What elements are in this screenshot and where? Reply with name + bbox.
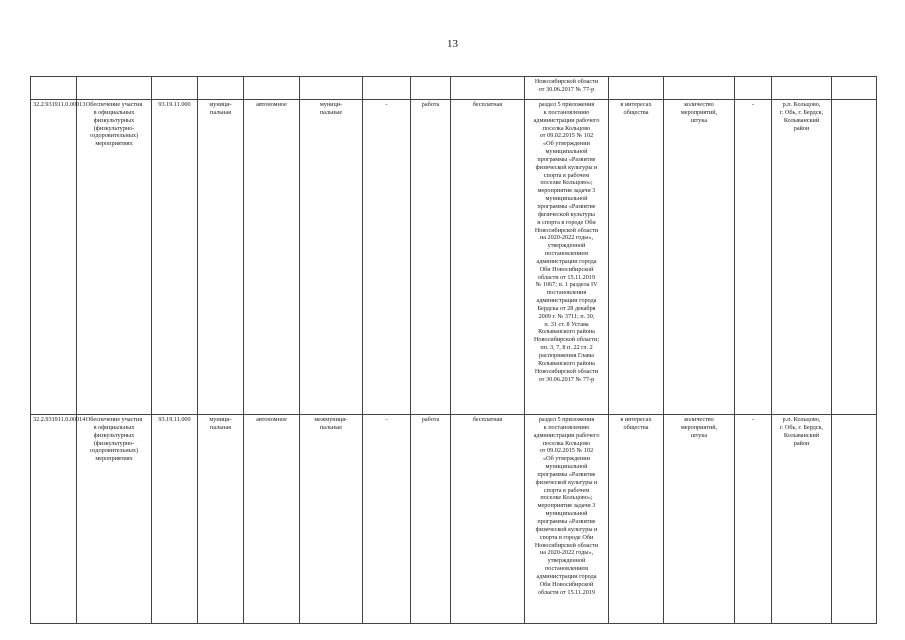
cell-basis: раздел 5 приложения к постановлению администрации рабочего поселка Кольцово от 09.02.2015 № 102 «Об утверждении муниципальной программы «Развитие физической культуры и спорта в рабочем поселке Кольцово»; мероприятия задачи 3 муниципальной программы «Развитие физической культуры и спорта в городе Оби Новосибирской области на 2020-2022 годы», утвержденной постановлением администрации города Оби Новосибирской области от 15.11.2019 [525,415,609,624]
cell-service-name: Обеспечение участия в официальных физкультурных (физкультурно- оздоровительных) мероприятиях [77,415,152,624]
cell-registry-code: 32.2.931911.0.00013 [31,100,77,415]
cell-empty [77,77,152,100]
cell-interests: в интересах общества [609,415,664,624]
cell-dash: - [363,100,411,415]
cell-kind: работа [411,415,451,624]
cell-empty [832,100,877,415]
cell-empty [244,77,300,100]
cell-empty [609,77,664,100]
cell-empty [832,77,877,100]
cell-dash: - [735,100,772,415]
table-row-fragment [31,77,877,100]
cell-basis: раздел 5 приложения к постановлению администрации рабочего поселка Кольцово от 09.02.2015 № 102 «Об утверждении муниципальной программы «Развитие физической культуры и спорта в рабочем поселке Кольцово»; мероприятия задачи 3 муниципальной программы «Развитие физической культуры и спорта в городе Оби Новосибирской области на 2020-2022 годы», утвержденной постановлением администрации города Оби Новосибирской области от 15.11.2019 № 1067; п. 1 раздела IV постановления администрации города Бердска от 28 декабря 2009 г. № 3711; п. 30, п. 31 ст. 8 Устава Колыванского района Новосибирской области; пп. 3, 7, 8 п. 22 гл. 2 распоряжения Главы Колыванского района Новосибирской области от 30.06.2017 № 77-р [525,100,609,415]
cell-okved-code: 93.19.11.000 [152,415,198,624]
cell-territory: р.п. Кольцово, г. Обь, г. Бердск, Колыванский район [772,100,832,415]
cell-basis: Новосибирской области от 30.06.2017 № 77-р [525,77,609,100]
cell-level: муници- пальные [300,100,363,415]
cell-empty [300,77,363,100]
cell-dash: - [363,415,411,624]
cell-empty [31,77,77,100]
cell-empty [198,77,244,100]
table-row [31,415,877,624]
page-number: 13 [447,38,458,50]
cell-territory: р.п. Кольцово, г. Обь, г. Бердск, Колыванский район [772,415,832,624]
cell-empty [832,415,877,624]
cell-registry-code: 32.2.931911.0.00014 [31,415,77,624]
cell-level: межмуници- пальные [300,415,363,624]
cell-okved-code: 93.19.11.000 [152,100,198,415]
cell-service-name: Обеспечение участия в официальных физкультурных (физкультурно- оздоровительных) мероприятиях [77,100,152,415]
cell-institution-type: автономное [244,100,300,415]
cell-indicator: количество мероприятий, штука [664,415,735,624]
cell-service-type: муници- пальная [198,415,244,624]
cell-indicator: количество мероприятий, штука [664,100,735,415]
cell-payment: бесплатная [451,100,525,415]
cell-empty [451,77,525,100]
cell-empty [411,77,451,100]
cell-payment: бесплатная [451,415,525,624]
cell-empty [664,77,735,100]
registry-table [30,76,877,624]
cell-empty [152,77,198,100]
cell-institution-type: автономное [244,415,300,624]
cell-dash: - [735,415,772,624]
cell-empty [363,77,411,100]
cell-service-type: муници- пальная [198,100,244,415]
table-row [31,100,877,415]
cell-kind: работа [411,100,451,415]
cell-empty [735,77,772,100]
cell-empty [772,77,832,100]
cell-interests: в интересах общества [609,100,664,415]
